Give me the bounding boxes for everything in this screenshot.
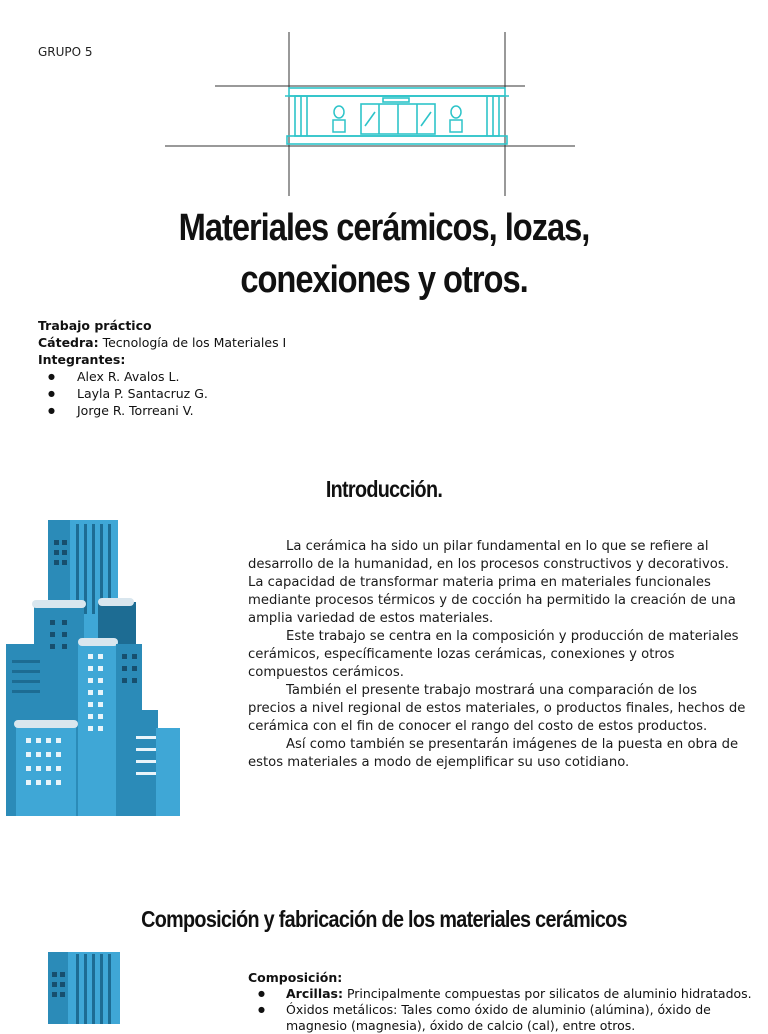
composition-desc: Principalmente compuestas por silicatos de aluminio hidratados. bbox=[342, 986, 752, 1001]
document-metadata bbox=[38, 317, 286, 419]
document-title bbox=[54, 202, 714, 306]
member-item: ● Layla P. Santacruz G. bbox=[38, 385, 286, 402]
chair-label: Cátedra: bbox=[38, 335, 99, 350]
composition-item bbox=[248, 1002, 758, 1034]
members-label: Integrantes: bbox=[38, 352, 126, 367]
members-list bbox=[38, 368, 286, 419]
introduction-heading: Introducción. bbox=[325, 476, 443, 502]
member-item: ● Jorge R. Torreani V. bbox=[38, 402, 286, 419]
chair-value: Tecnología de los Materiales I bbox=[98, 335, 287, 350]
potted-plant-left-icon bbox=[333, 106, 345, 132]
intro-paragraph: Este trabajo se centra en la composición y producción de materiales cerámicos, específicamente lozas cerámicas, conexiones y otros compuestos cerámicos. bbox=[248, 629, 739, 680]
intro-paragraph: La cerámica ha sido un pilar fundamental en lo que se refiere al desarrollo de la humanidad, en los procesos constructivos y decorativos. La capacidad de transformar materia prima en materiales funcionales mediante procesos térmicos y de cocción ha permitido la creación de una amplia variedad de estos materiales. bbox=[248, 539, 736, 626]
composition-desc: Óxidos metálicos: Tales como óxido de aluminio (alúmina), óxido de magnesio (magnesia), óxido de calcio (cal), entre otros. bbox=[286, 1002, 711, 1033]
intro-paragraph: Así como también se presentarán imágenes de la puesta en obra de estos materiales a modo de ejemplificar su uso cotidiano. bbox=[248, 737, 739, 770]
work-type: Trabajo práctico bbox=[38, 318, 152, 333]
composition-text bbox=[248, 970, 758, 1034]
storefront-illustration bbox=[165, 30, 575, 198]
introduction-text bbox=[248, 538, 748, 772]
composition-item bbox=[248, 986, 758, 1002]
composition-list bbox=[248, 986, 758, 1034]
composition-heading: Composición y fabricación de los materiales cerámicos bbox=[141, 906, 627, 932]
composition-term: Arcillas: bbox=[286, 986, 343, 1001]
building-facade bbox=[285, 88, 509, 144]
title-line-1: Materiales cerámicos, lozas, bbox=[178, 207, 590, 249]
member-item: ● Alex R. Avalos L. bbox=[38, 368, 286, 385]
city-buildings-illustration-small bbox=[48, 952, 120, 1024]
potted-plant-right-icon bbox=[450, 106, 462, 132]
title-line-2: conexiones y otros. bbox=[240, 259, 528, 301]
composition-subheading: Composición: bbox=[248, 970, 343, 985]
group-label: GRUPO 5 bbox=[38, 45, 93, 59]
intro-paragraph: También el presente trabajo mostrará una comparación de los precios a nivel regional de estos materiales, o productos finales, hechos de cerámica con el fin de conocer el rango del costo de estos productos. bbox=[248, 683, 746, 734]
city-buildings-illustration bbox=[6, 520, 182, 816]
